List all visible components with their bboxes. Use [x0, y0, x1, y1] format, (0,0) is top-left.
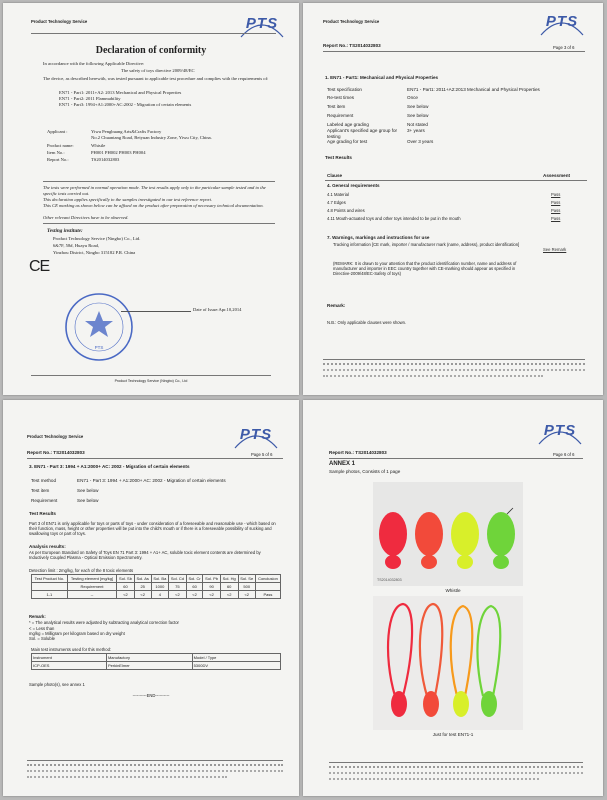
testing-line: Yinzhou District, Ningbo 315182 P.R. China: [53, 250, 136, 255]
note-line: The tests were performed in normal operation mode. The test results apply only to the particular sample tested and to the specific tests carried out.: [43, 185, 266, 196]
report-number: Report No.: TS2014032803: [27, 450, 85, 455]
report-number: Report No.: TS2014032803: [323, 43, 381, 48]
spec-value: See below: [407, 113, 429, 118]
whistle-photo: [373, 482, 523, 586]
remark-line: mg/kg = Milligram per kilogram based on dry weight: [29, 631, 125, 636]
table-cell: <2: [203, 591, 220, 599]
spec-value: See below: [407, 104, 429, 109]
remark-line: Sol. = Soluble: [29, 636, 55, 641]
field-label: Report No.:: [47, 157, 69, 162]
spec-key: Test item: [327, 104, 346, 109]
spec-value: See below: [77, 498, 99, 503]
photo-caption: Whistle: [445, 588, 461, 593]
company-name: Product Technology Service: [323, 19, 380, 24]
sample-note: Sample photos, Consists of 1 page: [329, 469, 401, 474]
clause-result: Pass: [551, 216, 561, 221]
table-cell: Sol. Pb: [203, 575, 220, 583]
page-number: Page 6 of 6: [553, 452, 575, 457]
field-value: TS2014032803: [91, 157, 120, 162]
table-cell: 1-1: [32, 591, 68, 599]
analysis-text: As per European Standard on Safety of Toys EN 71 Part 3: 1994 + A1+ AC, soluble toxic element contents are determined by Inductively Coupled Plasma - Optical Emission Spectrometry.: [29, 550, 261, 561]
spec-key: Labeled age grading: [327, 122, 369, 127]
table-cell: Manufactory: [106, 654, 192, 662]
clause-item: 4.7 Edges: [327, 200, 346, 205]
spec-key: Requirement: [327, 113, 354, 118]
footer-address-block: [323, 363, 585, 383]
ce-mark: CE: [29, 258, 50, 275]
field-value: No.2 Chuantang Road, Beiyuan Industry Zone, Yiwu City, China.: [91, 135, 212, 140]
table-cell: --: [67, 591, 117, 599]
table-cell: Test Product No.: [32, 575, 68, 583]
page-footer: Product Technology Service (Ningbo) Co., Ltd: [114, 379, 188, 383]
nb-note: N.B.: Only applicable clauses were shown.: [327, 320, 407, 325]
company-name: Product Technology Service: [31, 19, 88, 24]
warnings-result: See Remark: [543, 247, 567, 252]
table-cell: Requirement: [67, 583, 117, 591]
note-line: This declaration applies specifically to the samples investigated in our test reference report.: [43, 197, 213, 202]
clause-result: Pass: [551, 200, 561, 205]
table-cell: 1000: [151, 583, 168, 591]
results-text: Part 3 of EN71 is only applicable for toys or parts of toys - under consideration of a foreseeable and reasonable use - which based on their function, mass, height or other properties will be put into the child's mouth or if there is a foreseeable possibility of sucking and swallowing toys or part of toys.: [29, 521, 276, 537]
spec-key: Test specification: [327, 87, 362, 92]
spec-value: Not stated: [407, 122, 428, 127]
spec-key: Requirement: [31, 498, 58, 503]
table-cell: 90: [203, 583, 220, 591]
table-cell: 500: [238, 583, 255, 591]
issue-date: Date of Issue:Apr.10,2014: [193, 307, 242, 312]
company-name: Product Technology Service: [27, 434, 84, 439]
intro-text: In accordance with the following Applicable Directive:: [43, 61, 145, 66]
svg-text:PTS: PTS: [94, 345, 104, 350]
results-title: Test Results: [29, 511, 56, 516]
table-cell: Model / Type: [192, 654, 280, 662]
clause-item: 4.8 Points and wires: [327, 208, 365, 213]
spec-value: Over 3 years: [407, 139, 434, 144]
remark-text: (REMARK: It is drawn to your attention that the product identification number, name and address of manufacturer and importer in EEC country together with CE-marking should appear as specified in Directive-2009/48/EC-Safety of toys): [333, 261, 517, 277]
spec-value: EN71 - Part 3: 1994 + A1:2000+ AC: 2002 - Migration of certain elements: [77, 478, 226, 483]
footer-address-block: [329, 766, 583, 786]
pts-logo: PTS: [229, 422, 283, 452]
results-title: Test Results: [325, 155, 352, 160]
photo-note: Sample photo(s), see annex 1: [29, 682, 85, 687]
table-cell: 5300DV: [192, 662, 280, 670]
remark-line: < = Less than: [29, 626, 55, 631]
spec-value: 3+ years: [407, 128, 425, 133]
analysis-header: Analysis results:: [29, 544, 66, 549]
note-line: Other relevant Directives have to be observed.: [43, 215, 129, 220]
spec-value: See below: [77, 488, 99, 493]
page-number: Page 3 of 6: [553, 45, 575, 50]
table-row: [32, 583, 281, 591]
testing-line: 6&7F, 58#, Huayu Road,: [53, 243, 100, 248]
table-cell: Instrument: [32, 654, 107, 662]
detection-limit: Detection limit : 2mg/kg, for each of the 8 toxic elements: [29, 568, 134, 573]
annex-page: [303, 400, 603, 796]
pts-logo: PTS: [533, 418, 587, 448]
table-cell: [32, 583, 68, 591]
spec-value: EN71 - Part1: 2011+A2:2013 Mechanical and Physical Properties: [407, 87, 540, 92]
table-cell: <2: [134, 591, 151, 599]
field-label: Product name:: [47, 143, 74, 148]
end-marker: ----------END----------: [132, 693, 170, 698]
pts-logo: PTS: [235, 11, 289, 41]
footer-address-block: [27, 764, 283, 784]
table-cell: <2: [169, 591, 187, 599]
table-cell: Testing element [mg/kg]: [67, 575, 117, 583]
table-cell: 75: [169, 583, 187, 591]
annex-title: ANNEX 1: [329, 461, 356, 467]
instruments-title: Main test instruments used for this method:: [31, 647, 112, 652]
pts-logo: PTS: [535, 9, 589, 39]
table-cell: ICP-OES: [32, 662, 107, 670]
clause-header: Clause: [327, 173, 343, 178]
report-number: Report No.: TS2014032803: [329, 450, 387, 455]
clause-result: Pass: [551, 192, 561, 197]
device-text: The device, as described herewith, was tested pursuant to applicable test procedure and complies with the requirements of:: [43, 76, 269, 81]
photo-caption: Just for test EN71-1: [432, 732, 474, 737]
company-seal: [63, 291, 135, 363]
assessment-header: Assessment: [543, 173, 571, 178]
spec-key: Re-test times: [327, 95, 355, 100]
table-cell: Sol. Hg: [220, 575, 238, 583]
table-cell: [255, 583, 280, 591]
table-cell: Sol. Cr: [186, 575, 203, 583]
clause-item: 4.11 Mouth-actuated toys and other toys intended to be put in the mouth: [327, 216, 461, 221]
testing-title: Testing institute:: [47, 228, 83, 234]
table-cell: Sol. Cd: [169, 575, 187, 583]
table-header-row: [32, 575, 281, 583]
table-header-row: [32, 654, 281, 662]
standard-line: EN71 - Part3: 1994+A1:2000+AC:2002 - Migration of certain elements: [59, 102, 192, 107]
table-row: [32, 662, 281, 670]
remark-line: Remark:: [29, 614, 46, 619]
spec-key: Test item: [31, 488, 50, 493]
testing-line: Product Technology Service (Ningbo) Co., Ltd.: [53, 236, 141, 241]
warnings-text: Tracking information [CE mark, importer / manufacturer mark (name, address), product identification]: [333, 242, 520, 247]
remark-line: * = The analytical results were adjusted by subtracting analytical correction factor: [29, 620, 179, 625]
standard-line: EN71 - Part1: 2011+A2: 2013 Mechanical and Physical Properties: [59, 90, 182, 95]
field-value: Whistle: [91, 143, 106, 148]
table-cell: 4: [151, 591, 168, 599]
table-cell: <2: [117, 591, 134, 599]
table-cell: <2: [186, 591, 203, 599]
page-title: Declaration of conformity: [95, 45, 207, 56]
table-cell: Sol. As: [134, 575, 151, 583]
page-number: Page 5 of 6: [251, 452, 273, 457]
migration-report-page: [3, 400, 299, 796]
note-line: This CE marking as shown below can be affixed on the product after preparation of necessary technical documentation.: [43, 203, 264, 208]
spec-key: Age grading for test: [327, 139, 368, 144]
instruments-table: [31, 653, 281, 670]
table-cell: Conclusion: [255, 575, 280, 583]
elements-table: [31, 574, 281, 599]
table-cell: PerkinElmer: [106, 662, 192, 670]
table-cell: Sol. Se: [238, 575, 255, 583]
whistle-lanyard-photo: [373, 596, 523, 730]
general-requirements: 4. General requirements: [327, 183, 380, 188]
mechanical-report-page: [303, 3, 603, 395]
spec-key: Test method: [31, 478, 57, 483]
declaration-page: [3, 3, 299, 395]
photo-code: TS2014032803: [377, 578, 402, 582]
table-cell: 60: [117, 583, 134, 591]
table-cell: 60: [186, 583, 203, 591]
warnings-title: 7. Warnings, markings and instructions for use: [327, 235, 430, 240]
directive-text: The safety of toys directive 2009/48/EC: [121, 68, 195, 73]
table-cell: <2: [238, 591, 255, 599]
spec-value: Once: [407, 95, 418, 100]
table-cell: Pass: [255, 591, 280, 599]
field-value: PH001 PH002 PH003 PH004: [91, 150, 146, 155]
field-label: Applicant :: [47, 129, 68, 134]
clause-item: 4.1 Material: [327, 192, 349, 197]
table-cell: 25: [134, 583, 151, 591]
field-value: Yiwu Pengbuang Arts&Crafts Factory: [91, 129, 162, 134]
standard-line: EN71 - Part2: 2011 Flammability: [59, 96, 121, 101]
table-cell: 60: [220, 583, 238, 591]
remark-header: Remark:: [327, 303, 346, 308]
section-title: 3. EN71 - Part 3: 1994 + A1:2000+ AC: 2002 - Migration of certain elements: [29, 464, 190, 469]
clause-result: Pass: [551, 208, 561, 213]
table-cell: Sol. Ba: [151, 575, 168, 583]
section-title: 1. EN71 - Part1: Mechanical and Physical Properties: [325, 75, 439, 80]
spec-key: Applicant's specified age group for testing: [327, 128, 398, 139]
field-label: Item No.:: [47, 150, 65, 155]
table-row: [32, 591, 281, 599]
table-cell: Sol. Sb: [117, 575, 134, 583]
table-cell: <2: [220, 591, 238, 599]
